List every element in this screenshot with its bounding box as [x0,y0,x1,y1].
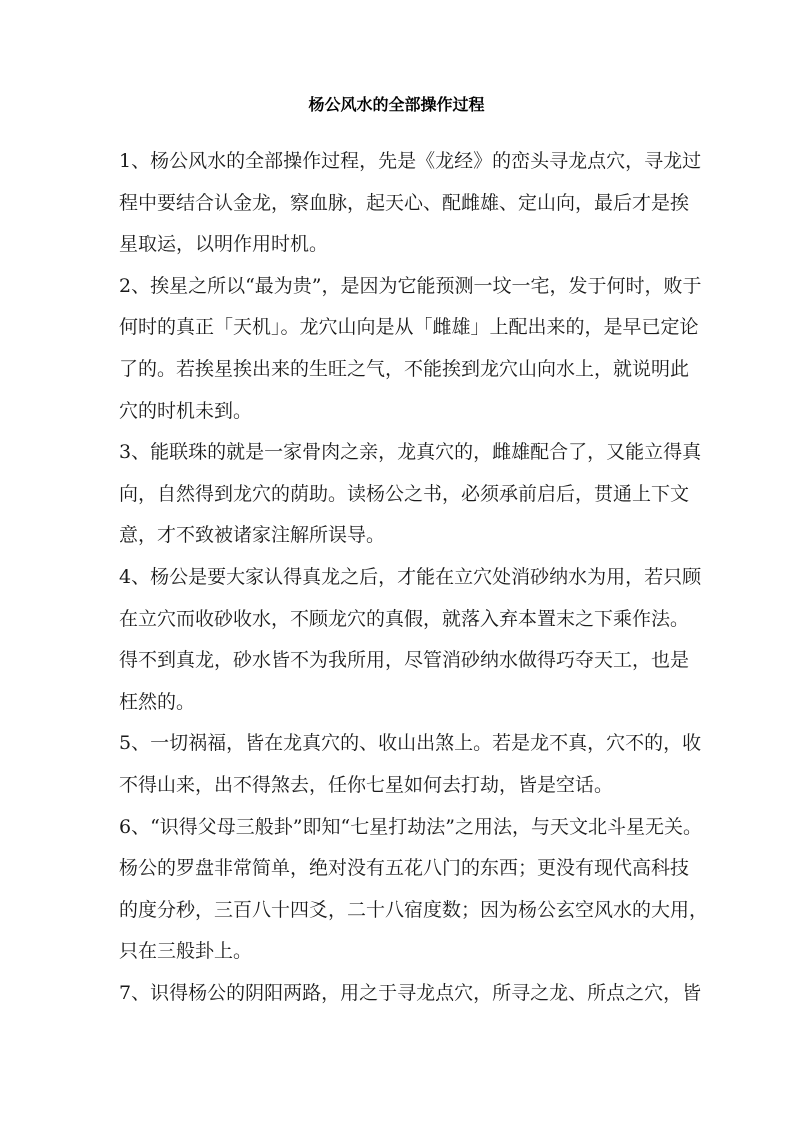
text-line: 7、识得杨公的阴阳两路，用之于寻龙点穴，所寻之龙、所点之穴，皆 [119,981,702,1004]
text-line: 向，自然得到龙穴的荫助。读杨公之书，必须承前启后，贯通上下文 [119,482,690,505]
text-line: 5、一切祸福，皆在龙真穴的、收山出煞上。若是龙不真，穴不的，收 [119,732,702,755]
text-line: 意，才不致被诸家注解所误导。 [119,524,386,547]
text-line: 6、“识得父母三般卦”即知“七星打劫法”之用法，与天文北斗星无关。 [119,815,702,838]
text-line: 杨公的罗盘非常简单，绝对没有五花八门的东西；更没有现代高科技 [119,857,690,880]
text-line: 1、杨公风水的全部操作过程，先是《龙经》的峦头寻龙点穴，寻龙过 [119,150,702,172]
text-line: 在立穴而收砂收水，不顾龙穴的真假，就落入弃本置末之下乘作法。 [119,607,690,630]
text-line: 星取运，以明作用时机。 [119,233,329,256]
text-line: 了的。若挨星挨出来的生旺之气，不能挨到龙穴山向水上，就说明此 [119,357,690,380]
document-title: 杨公风水的全部操作过程 [308,95,485,114]
text-line: 得不到真龙，砂水皆不为我所用，尽管消砂纳水做得巧夺天工，也是 [119,649,690,672]
document-body [119,141,709,1014]
text-line: 枉然的。 [119,690,196,713]
text-line: 穴的时机未到。 [119,399,253,422]
text-line: 程中要结合认金龙，察血脉，起天心、配雌雄、定山向，最后才是挨 [119,191,690,214]
text-line: 何时的真正「天机」。龙穴山向是从「雌雄」上配出来的，是早已定论 [119,316,699,339]
text-line: 2、挨星之所以“最为贵”，是因为它能预测一坟一宅，发于何时，败于 [119,274,702,297]
text-line: 的度分秒，三百八十四爻，二十八宿度数；因为杨公玄空风水的大用， [119,898,709,921]
text-line: 不得山来，出不得煞去，任你七星如何去打劫，皆是空话。 [119,773,614,796]
text-line: 4、杨公是要大家认得真龙之后，才能在立穴处消砂纳水为用，若只顾 [119,565,702,588]
text-line: 3、能联珠的就是一家骨肉之亲，龙真穴的，雌雄配合了，又能立得真 [119,441,702,464]
text-line: 只在三般卦上。 [119,940,253,963]
